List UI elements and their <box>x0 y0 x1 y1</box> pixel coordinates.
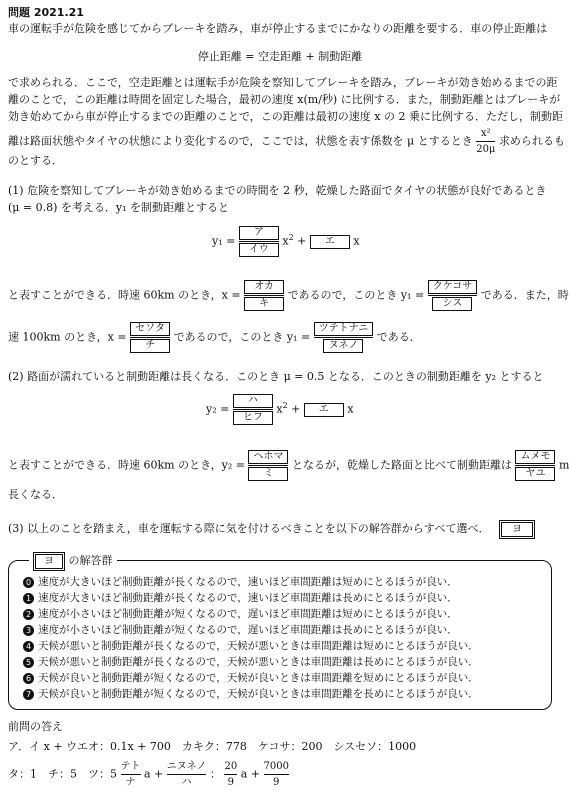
choice-item[interactable] <box>23 655 479 669</box>
answer-box-hifu[interactable]: ヒフ <box>233 411 273 425</box>
choice-item[interactable] <box>23 623 458 637</box>
answer-choices-header: ヨ の解答群 <box>29 552 117 571</box>
choice-text: 速度が小さいほど制動距離が短くなるので，遅いほど車間距離は長めにとるほうが良い． <box>38 624 458 636</box>
choice-text: 速度が小さいほど制動距離が短くなるので，遅いほど車間距離は短めにとるほうが良い． <box>38 608 458 620</box>
part1-equation: y₁ = $\frac{\text{ア}}{\text{イウ}}$ $x^2$ + エ x <box>212 227 360 255</box>
choice-text: 天候が良いと制動距離が短くなるので，天候が良いときは車間距離を長めにとるほうが良い． <box>38 688 479 700</box>
answer-box-shisu[interactable]: シス <box>432 297 472 311</box>
choice-number: 6 <box>23 673 34 684</box>
answer-box-yo[interactable]: ヨ <box>499 520 535 539</box>
choice-number: 0 <box>23 577 34 588</box>
problem-title: 問題 2021.21 <box>8 6 84 19</box>
answer-box-hehoma[interactable]: ヘホマ <box>248 450 288 464</box>
choice-text: 天候が良いと制動距離が短くなるので，天候が良いときは車間距離を短めにとるほうが良い． <box>38 672 479 684</box>
intro-line-4: 効き始めてから車が停止するまでの距離のことで，この距離は最初の速度 x の 2 乗に比例する．ただし，制動距 <box>8 110 563 123</box>
previous-answers-line-1: ア．イ x + ウエオ：0.1x + 700 カキク：778 ケコサ：200 シスセソ：1000 <box>8 740 417 753</box>
part2-equation: y₂ = $\frac{\text{ハ}}{\text{ヒフ}}$ $x^2$ + エ x <box>206 395 354 423</box>
part1-line-3: と表すことができる．時速 60km のとき，x = $\frac{\text{オカ}}{\text{キ}}$ であるので，このとき y₁ = $\frac{\text{クケコサ}}{\text{シス}}$ である．また，時 <box>8 281 569 309</box>
answer-box-tsutetonani[interactable]: ツテトナニ <box>314 322 374 336</box>
stopping-distance-formula: 停止距離 = 空走距離 + 制動距離 <box>197 50 363 63</box>
part1-line-1: (1) 危険を察知してブレーキが効き始めるまでの時間を 2 秒，乾燥した路面でタイヤの状態が良好であるとき <box>8 184 547 197</box>
intro-line-6: のとする． <box>8 154 63 167</box>
choice-text: 天候が悪いと制動距離が長くなるので，天候が悪いときは車間距離は長めにとるほうが良い． <box>38 656 479 668</box>
choice-number: 3 <box>23 625 34 636</box>
choice-item[interactable] <box>23 639 479 653</box>
answer-box-a[interactable]: ア <box>239 226 279 240</box>
answer-box-sesota[interactable]: セソタ <box>130 322 170 336</box>
choice-text: 速度が大きいほど制動距離が長くなるので，速いほど車間距離は短めにとるほうが良い． <box>38 576 458 588</box>
answer-box-iu[interactable]: イウ <box>239 243 279 257</box>
answer-box-mumemo[interactable]: ムメモ <box>515 450 555 464</box>
choice-text: 天候が悪いと制動距離が長くなるので，天候が悪いときは車間距離は短めにとるほうが良い． <box>38 640 479 652</box>
intro-line-5: 離は路面状態やタイヤの状態により変化するので，ここでは，状態を表す係数を μ とするとき $\frac{\text{x²}}{20\mu}$ 求められるも <box>8 128 565 155</box>
part2-line-1: (2) 路面が濡れていると制動距離は長くなる．このとき μ = 0.5 となる．このときの制動距離を y₂ とすると <box>8 370 544 383</box>
choice-item[interactable] <box>23 671 479 685</box>
intro-line-1: 車の運転手が危険を感じてからブレーキを踏み，車が停止するまでにかなりの距離を要する．車の停止距離は <box>8 22 548 35</box>
choice-item[interactable] <box>23 687 479 701</box>
answer-box-kukekosa[interactable]: クケコサ <box>428 280 478 294</box>
choice-number: 4 <box>23 641 34 652</box>
part1-line-4: 速 100km のとき，x = $\frac{\text{セソタ}}{\text{チ}}$ であるので，このとき y₁ = $\frac{\text{ツテトナニ}}{\text{ヌネノ}}$ である． <box>8 323 421 351</box>
answer-box-ki[interactable]: キ <box>244 297 284 311</box>
answer-box-mi[interactable]: ミ <box>248 467 288 481</box>
part2-line-3: 長くなる． <box>8 488 63 501</box>
answer-box-chi[interactable]: チ <box>130 339 170 353</box>
choice-number: 7 <box>23 689 34 700</box>
choice-number: 5 <box>23 657 34 668</box>
choice-item[interactable] <box>23 607 458 621</box>
answer-box-ha[interactable]: ハ <box>233 394 273 408</box>
answer-box-nuneno[interactable]: ヌネノ <box>323 339 363 353</box>
previous-answers-title: 前問の答え <box>8 720 63 733</box>
choices-header-box: ヨ <box>33 552 65 571</box>
choice-text: 速度が大きいほど制動距離が長くなるので，速いほど車間距離は長めにとるほうが良い． <box>38 592 458 604</box>
part3-line-1: (3) 以上のことを踏まえ，車を運転する際に気を付けるべきことを以下の解答群からすべて選べ． ヨ <box>8 520 535 539</box>
previous-answers-line-2: タ：1 チ：5 ツ：5 $\frac{\text{テト}}{\text{ナ}}$ a + $\frac{\text{ニヌネノ}}{\text{ハ}}$ ： $\frac{20}{9}$ a + $\frac{7000}{9}$ <box>8 761 289 788</box>
braking-fraction: $\frac{\text{x²}}{20\mu}$ <box>476 128 496 155</box>
answer-box-oka[interactable]: オカ <box>244 280 284 294</box>
choice-item[interactable] <box>23 591 458 605</box>
choice-number: 2 <box>23 609 34 620</box>
choice-item[interactable] <box>23 575 458 589</box>
answer-box-yayu[interactable]: ヤユ <box>515 467 555 481</box>
answer-choices-panel <box>8 554 552 710</box>
intro-line-3: 離のことで，この距離は時間を固定した場合，最初の速度 x(m/秒) に比例する．また，制動距離とはブレーキが <box>8 93 561 106</box>
answer-box-e-repeat[interactable]: エ <box>304 403 344 417</box>
part2-line-2: と表すことができる．時速 60km のとき，y₂ = $\frac{\text{ヘホマ}}{\text{ミ}}$ となるが，乾燥した路面と比べて制動距離は $\frac{\text{ムメモ}}{\text{ヤユ}}$ m <box>8 451 569 479</box>
choice-number: 1 <box>23 593 34 604</box>
intro-line-2: で求められる．ここで，空走距離とは運転手が危険を察知してブレーキを踏み，ブレーキが効き始めるまでの距 <box>8 76 558 89</box>
part1-line-2: (μ = 0.8) を考える．y₁ を制動距離とすると <box>8 201 230 214</box>
answer-box-e[interactable]: エ <box>310 235 350 249</box>
